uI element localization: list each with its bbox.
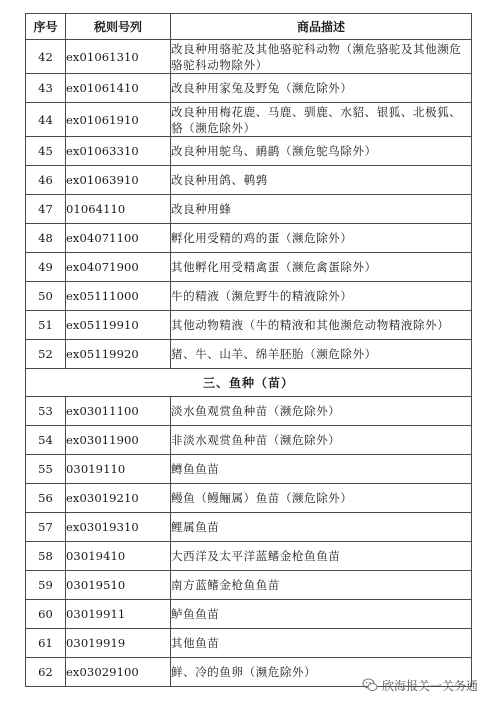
row-number: 47 [26, 195, 66, 224]
tariff-code: 03019911 [66, 600, 171, 629]
table-row [26, 166, 472, 195]
row-number: 45 [26, 137, 66, 166]
tariff-code: 03019410 [66, 542, 171, 571]
row-number: 44 [26, 103, 66, 137]
tariff-code: ex03029100 [66, 658, 171, 687]
tariff-code: ex03019310 [66, 513, 171, 542]
product-description: 改良种用鸵鸟、鸸鹋（濒危鸵鸟除外） [171, 137, 472, 166]
table-row [26, 103, 472, 137]
row-number: 43 [26, 74, 66, 103]
tariff-code: ex01061910 [66, 103, 171, 137]
product-description: 猪、牛、山羊、绵羊胚胎（濒危除外） [171, 340, 472, 369]
table-row [26, 513, 472, 542]
tariff-code: ex03011100 [66, 397, 171, 426]
row-number: 49 [26, 253, 66, 282]
tariff-code: ex05111000 [66, 282, 171, 311]
row-number: 52 [26, 340, 66, 369]
row-number: 46 [26, 166, 66, 195]
row-number: 58 [26, 542, 66, 571]
table-row [26, 426, 472, 455]
tariff-code: ex01063910 [66, 166, 171, 195]
table-row [26, 397, 472, 426]
tariff-code: ex01063310 [66, 137, 171, 166]
product-description: 鳗鱼（鳗鲡属）鱼苗（濒危除外） [171, 484, 472, 513]
header-desc: 商品描述 [171, 14, 472, 40]
product-description: 鲜、冷的鱼卵（濒危除外） [171, 658, 472, 687]
row-number: 60 [26, 600, 66, 629]
tariff-table [25, 13, 472, 687]
product-description: 其他鱼苗 [171, 629, 472, 658]
table-row [26, 571, 472, 600]
table-row [26, 542, 472, 571]
product-description: 改良种用家兔及野兔（濒危除外） [171, 74, 472, 103]
table-row [26, 40, 472, 74]
table-row [26, 455, 472, 484]
row-number: 50 [26, 282, 66, 311]
row-number: 56 [26, 484, 66, 513]
row-number: 59 [26, 571, 66, 600]
product-description: 南方蓝鳍金枪鱼鱼苗 [171, 571, 472, 600]
tariff-code: 03019919 [66, 629, 171, 658]
row-number: 61 [26, 629, 66, 658]
product-description: 孵化用受精的鸡的蛋（濒危除外） [171, 224, 472, 253]
product-description: 大西洋及太平洋蓝鳍金枪鱼鱼苗 [171, 542, 472, 571]
table-row [26, 224, 472, 253]
row-number: 62 [26, 658, 66, 687]
table-row [26, 600, 472, 629]
product-description: 鳟鱼鱼苗 [171, 455, 472, 484]
watermark-text: 欣海报关一关务通 [381, 678, 478, 693]
tariff-code: 03019110 [66, 455, 171, 484]
section-row [26, 369, 472, 397]
row-number: 42 [26, 40, 66, 74]
table-body [26, 40, 472, 687]
table-row [26, 282, 472, 311]
product-description: 非淡水观赏鱼种苗（濒危除外） [171, 426, 472, 455]
product-description: 改良种用蜂 [171, 195, 472, 224]
section-title: 三、鱼种（苗） [26, 369, 472, 397]
product-description: 改良种用鸽、鹌鹑 [171, 166, 472, 195]
row-number: 57 [26, 513, 66, 542]
product-description: 牛的精液（濒危野牛的精液除外） [171, 282, 472, 311]
tariff-code: ex05119920 [66, 340, 171, 369]
tariff-code: ex01061310 [66, 40, 171, 74]
product-description: 其他孵化用受精禽蛋（濒危禽蛋除外） [171, 253, 472, 282]
table-row [26, 195, 472, 224]
tariff-code: ex03011900 [66, 426, 171, 455]
product-description: 鲤属鱼苗 [171, 513, 472, 542]
tariff-code: ex04071900 [66, 253, 171, 282]
header-no: 序号 [26, 14, 66, 40]
table-row [26, 629, 472, 658]
row-number: 51 [26, 311, 66, 340]
tariff-code: ex01061410 [66, 74, 171, 103]
product-description: 其他动物精液（牛的精液和其他濒危动物精液除外） [171, 311, 472, 340]
table-row [26, 74, 472, 103]
tariff-code: ex05119910 [66, 311, 171, 340]
wechat-icon [362, 677, 378, 693]
table-row [26, 253, 472, 282]
row-number: 53 [26, 397, 66, 426]
row-number: 54 [26, 426, 66, 455]
table-row [26, 137, 472, 166]
table-row [26, 340, 472, 369]
row-number: 48 [26, 224, 66, 253]
tariff-code: ex04071100 [66, 224, 171, 253]
tariff-code: 03019510 [66, 571, 171, 600]
tariff-code: ex03019210 [66, 484, 171, 513]
product-description: 改良种用梅花鹿、马鹿、驯鹿、水貂、银狐、北极狐、貉（濒危除外） [171, 103, 472, 137]
table-row [26, 311, 472, 340]
tariff-code: 01064110 [66, 195, 171, 224]
header-code: 税则号列 [66, 14, 171, 40]
table-header-row [26, 14, 472, 40]
row-number: 55 [26, 455, 66, 484]
product-description: 改良种用骆驼及其他骆驼科动物（濒危骆驼及其他濒危骆驼科动物除外） [171, 40, 472, 74]
watermark [362, 676, 478, 694]
table-row [26, 484, 472, 513]
product-description: 淡水鱼观赏鱼种苗（濒危除外） [171, 397, 472, 426]
product-description: 鲈鱼鱼苗 [171, 600, 472, 629]
